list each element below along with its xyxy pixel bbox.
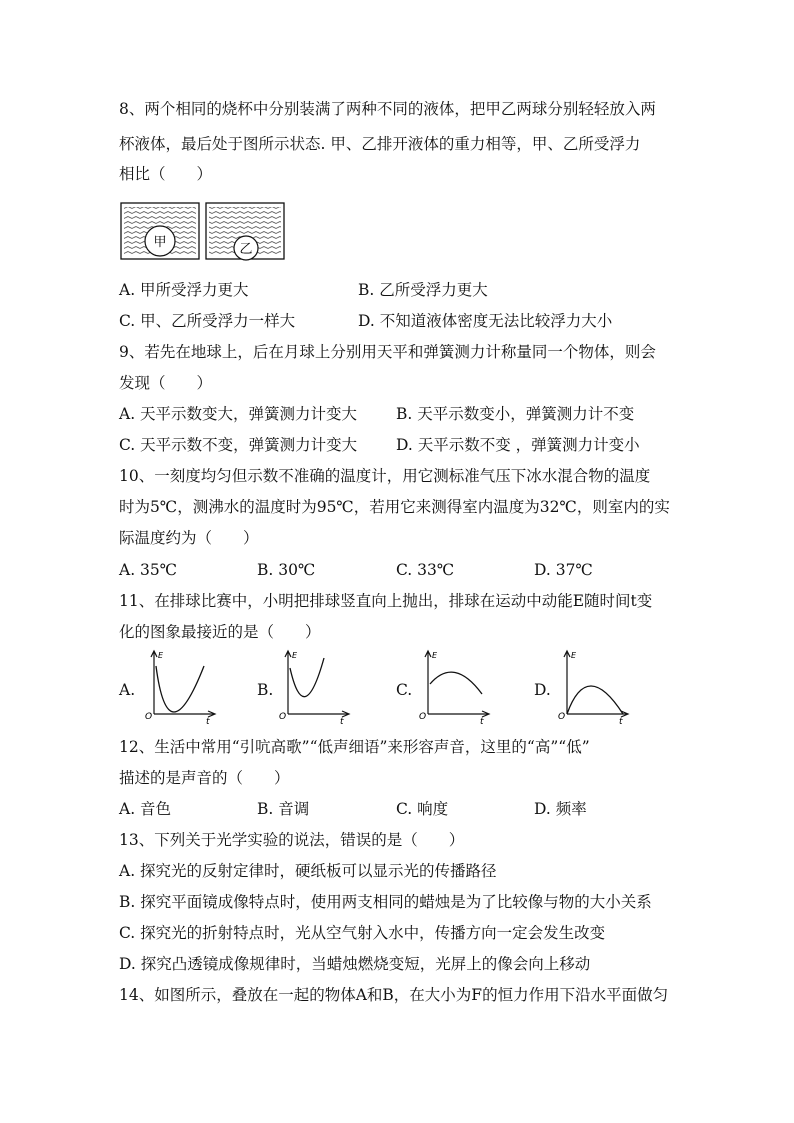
q11-stem-line2: 化的图象最接近的是（ ） — [119, 623, 321, 641]
q8-beakers-figure — [118, 200, 288, 264]
graph-d-x-label: t — [619, 717, 623, 724]
graph-b-x-label: t — [340, 717, 344, 724]
graph-b-origin: O — [279, 712, 287, 722]
q11-graph-d — [557, 648, 633, 724]
q13-option-c: C. 探究光的折射特点时，光从空气射入水中，传播方向一定会发生改变 — [119, 924, 606, 942]
ball-label-jia: 甲 — [153, 235, 167, 250]
q10-stem-line2: 时为5℃，测沸水的温度时为95℃，若用它来测得室内温度为32℃，则室内的实 — [119, 498, 670, 516]
q12-option-a: A. 音色 — [119, 800, 172, 818]
q13-option-d: D. 探究凸透镜成像规律时，当蜡烛燃烧变短，光屏上的像会向上移动 — [119, 955, 591, 973]
q9-option-c: C. 天平示数不变，弹簧测力计变大 — [119, 436, 358, 454]
q11-option-c-label: C. — [396, 681, 413, 699]
q10-option-c: C. 33℃ — [396, 561, 455, 579]
q10-option-a: A. 35℃ — [119, 561, 178, 579]
q8-option-a: A. 甲所受浮力更大 — [119, 281, 249, 299]
q8-option-c: C. 甲、乙所受浮力一样大 — [119, 312, 296, 330]
q12-option-c: C. 响度 — [396, 800, 449, 818]
q12-stem-line2: 描述的是声音的（ ） — [119, 769, 290, 787]
ball-label-yi: 乙 — [239, 242, 253, 257]
q11-stem-line1: 11、在排球比赛中，小明把排球竖直向上抛出，排球在运动中动能E随时间t变 — [119, 592, 653, 610]
beaker-right — [206, 203, 284, 260]
q8-stem-line3: 相比（ ） — [119, 165, 213, 183]
q9-stem-line1: 9、若先在地球上，后在月球上分别用天平和弹簧测力计称量同一个物体，则会 — [119, 343, 656, 361]
graph-b-y-label: E — [292, 651, 298, 660]
q8-stem-line1: 8、两个相同的烧杯中分别装满了两种不同的液体，把甲乙两球分别轻轻放入两 — [119, 100, 656, 118]
q11-graph-b — [278, 648, 354, 724]
q13-stem-line1: 13、下列关于光学实验的说法，错误的是（ ） — [119, 831, 465, 849]
q8-option-d: D. 不知道液体密度无法比较浮力大小 — [358, 312, 613, 330]
graph-a-y-label: E — [158, 651, 164, 660]
q10-option-d: D. 37℃ — [534, 561, 593, 579]
q12-option-b: B. 音调 — [257, 800, 310, 818]
graph-a-x-label: t — [206, 717, 210, 724]
graph-c-y-label: E — [432, 651, 438, 660]
q9-stem-line2: 发现（ ） — [119, 374, 213, 392]
q14-stem-line1: 14、如图所示，叠放在一起的物体A和B，在大小为F的恒力作用下沿水平面做匀 — [119, 986, 669, 1004]
q10-stem-line3: 际温度约为（ ） — [119, 529, 259, 547]
beaker-left — [121, 203, 199, 259]
q9-option-b: B. 天平示数变小，弹簧测力计不变 — [396, 405, 635, 423]
q11-option-a-label: A. — [119, 681, 136, 699]
q11-graph-c — [418, 648, 494, 724]
graph-c-origin: O — [419, 712, 427, 722]
q11-graph-a — [144, 648, 220, 724]
q11-option-b-label: B. — [257, 681, 274, 699]
graph-d-y-label: E — [571, 651, 577, 660]
q8-stem-line2: 杯液体，最后处于图所示状态. 甲、乙排开液体的重力相等，甲、乙所受浮力 — [119, 135, 641, 153]
graph-a-origin: O — [145, 712, 153, 722]
q9-option-a: A. 天平示数变大，弹簧测力计变大 — [119, 405, 358, 423]
q9-option-d: D. 天平示数不变 ，弹簧测力计变小 — [396, 436, 640, 454]
q13-option-b: B. 探究平面镜成像特点时，使用两支相同的蜡烛是为了比较像与物的大小关系 — [119, 893, 652, 911]
q11-option-d-label: D. — [534, 681, 551, 699]
graph-d-origin: O — [558, 712, 566, 722]
q12-option-d: D. 频率 — [534, 800, 587, 818]
q10-stem-line1: 10、一刻度均匀但示数不准确的温度计，用它测标准气压下冰水混合物的温度 — [119, 467, 651, 485]
q8-option-b: B. 乙所受浮力更大 — [358, 281, 488, 299]
q13-option-a: A. 探究光的反射定律时，硬纸板可以显示光的传播路径 — [119, 862, 497, 880]
q12-stem-line1: 12、生活中常用“引吭高歌”“低声细语”来形容声音，这里的“高”“低” — [119, 738, 590, 756]
q10-option-b: B. 30℃ — [257, 561, 316, 579]
graph-c-x-label: t — [480, 717, 484, 724]
